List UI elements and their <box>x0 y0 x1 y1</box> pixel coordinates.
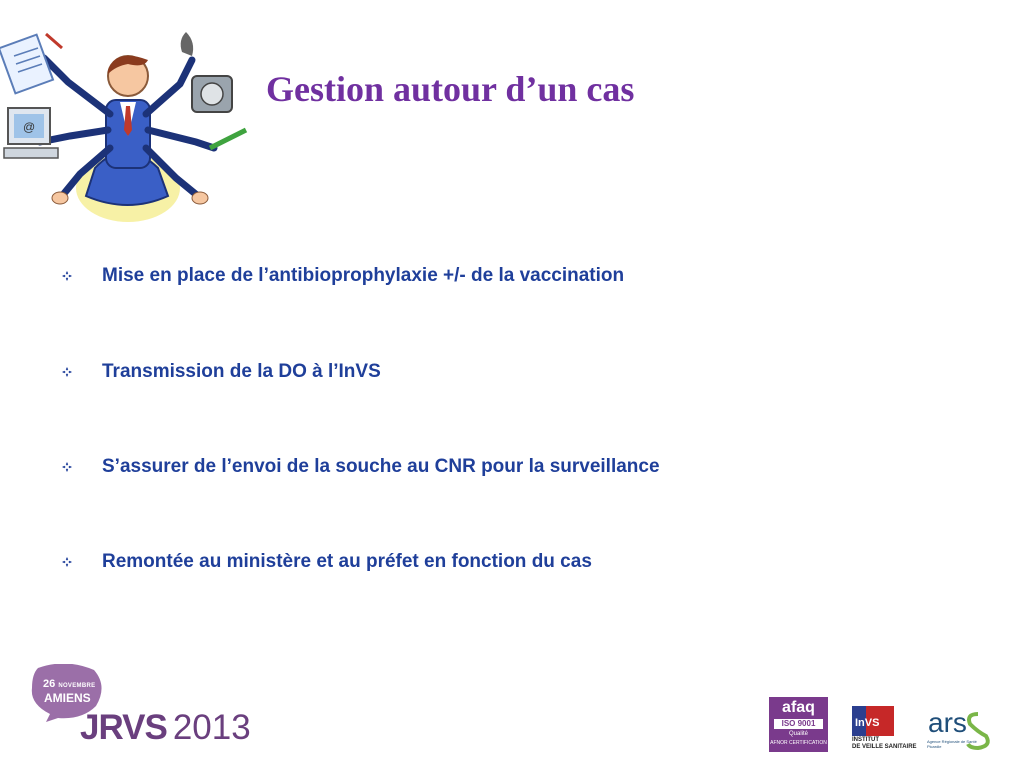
list-item <box>62 453 660 481</box>
bullet-text: Remontée au ministère et au préfet en fonction du cas <box>102 551 592 572</box>
event-year: 2013 <box>172 708 251 747</box>
multitasking-person-icon <box>0 18 250 226</box>
afaq-name: afaq <box>782 699 815 716</box>
badge-month: NOVEMBRE <box>58 683 96 689</box>
badge-city: AMIENS <box>44 691 91 705</box>
afaq-quality: Qualité <box>788 731 808 737</box>
diamond-bullet-icon <box>62 557 102 567</box>
ars-tagline <box>927 739 997 749</box>
badge-day: 26 <box>43 678 56 690</box>
event-logo <box>80 710 251 745</box>
afaq-logo <box>769 697 828 752</box>
ars-name: ars <box>928 707 967 738</box>
diamond-bullet-icon <box>62 367 102 377</box>
diamond-bullet-icon <box>62 462 102 472</box>
list-item <box>62 262 624 290</box>
list-item <box>62 548 592 576</box>
invs-line1: INSTITUT <box>852 737 879 743</box>
slide-title: Gestion autour d’un cas <box>266 69 635 109</box>
bullet-text: S’assurer de l’envoi de la souche au CNR pour la surveillance <box>102 456 660 477</box>
bullet-text: Transmission de la DO à l’InVS <box>102 361 381 382</box>
afaq-cert: AFNOR CERTIFICATION <box>770 740 827 746</box>
badge-date <box>43 678 95 690</box>
invs-line2: DE VEILLE SANITAIRE <box>852 744 917 750</box>
list-item <box>62 358 381 386</box>
afaq-standard: ISO 9001 <box>774 719 823 729</box>
invs-short: InVS <box>855 717 880 729</box>
invs-logo <box>852 706 894 736</box>
invs-fullname <box>852 737 922 751</box>
ars-tagline-line2: Picardie <box>927 744 942 749</box>
event-name: JRVS <box>80 708 167 747</box>
bullet-text: Mise en place de l’antibioprophylaxie +/- de la vaccination <box>102 265 625 286</box>
diamond-bullet-icon <box>62 271 102 281</box>
svg-text:@: @ <box>23 120 36 134</box>
ars-tagline-line1: Agence Régionale de Santé <box>927 739 977 744</box>
